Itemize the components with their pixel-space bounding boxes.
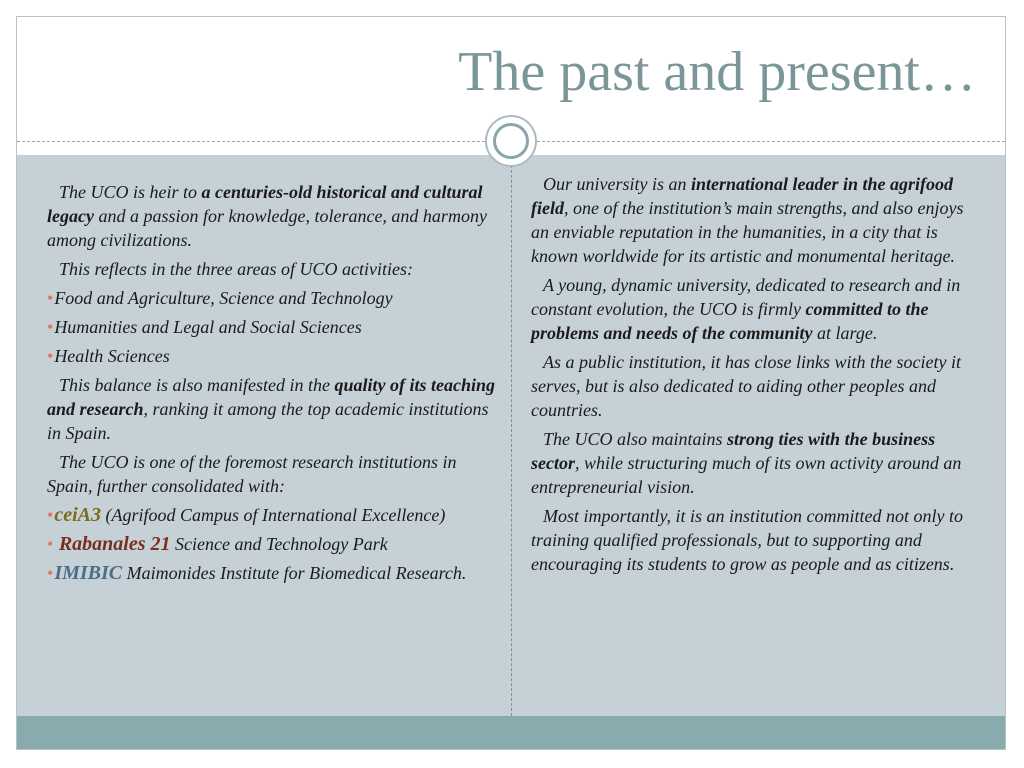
- left-paragraph-3: This balance is also manifested in the quality of its teaching and research, ranking it among the top academic institutions in Spain.: [47, 375, 495, 443]
- right-paragraph-2: A young, dynamic university, dedicated to research and in constant evolution, the UCO is firmly committed to the problems and needs of the community at large.: [531, 275, 961, 343]
- right-paragraph-3: As a public institution, it has close links with the society it serves, but is also dedicated to aiding other peoples and countries.: [531, 352, 961, 420]
- list-item: •Health Sciences: [47, 346, 170, 366]
- list-item: •Food and Agriculture, Science and Technology: [47, 288, 393, 308]
- bullet-dot-icon: •: [47, 534, 54, 554]
- imibic-name: IMIBIC: [54, 562, 123, 584]
- ceia3-item: •ceiA3 (Agrifood Campus of International Excellence): [47, 504, 446, 526]
- right-paragraph-1: Our university is an international leader in the agrifood field, one of the institution’s main strengths, and also enjoys an enviable reputation in the humanities, in a city that is known worldwide for its artistic and monumental heritage.: [531, 174, 964, 266]
- bullet-dot-icon: •: [47, 563, 54, 583]
- rabanales-name: Rabanales 21: [58, 533, 171, 555]
- bullet-dot-icon: •: [47, 288, 54, 308]
- left-paragraph-2: This reflects in the three areas of UCO activities:: [59, 259, 413, 279]
- list-item: •Humanities and Legal and Social Sciences: [47, 317, 362, 337]
- bullet-dot-icon: •: [47, 346, 54, 366]
- column-divider: [511, 160, 512, 716]
- bullet-dot-icon: •: [47, 317, 54, 337]
- left-column: [47, 180, 505, 590]
- slide-title: The past and present…: [458, 41, 976, 103]
- left-paragraph-4: The UCO is one of the foremost research institutions in Spain, further consolidated with:: [47, 452, 457, 496]
- imibic-item: •IMIBIC Maimonides Institute for Biomedical Research.: [47, 562, 467, 584]
- right-paragraph-4: The UCO also maintains strong ties with the business sector, while structuring much of its own activity around an entrepreneurial vision.: [531, 429, 962, 497]
- right-column: [531, 172, 979, 581]
- rabanales-item: • Rabanales 21 Science and Technology Park: [47, 533, 388, 555]
- left-paragraph-1: The UCO is heir to a centuries-old historical and cultural legacy and a passion for knowledge, tolerance, and harmony among civilizations.: [47, 182, 487, 250]
- circle-divider-icon: [485, 115, 537, 167]
- ceia3-name: ceiA3: [54, 504, 101, 526]
- footer-bar: [17, 716, 1005, 749]
- bullet-dot-icon: •: [47, 505, 54, 525]
- circle-inner-ring: [493, 123, 529, 159]
- right-paragraph-5: Most importantly, it is an institution committed not only to training qualified professionals, but to supporting and encouraging its students to grow as people and as citizens.: [531, 506, 963, 574]
